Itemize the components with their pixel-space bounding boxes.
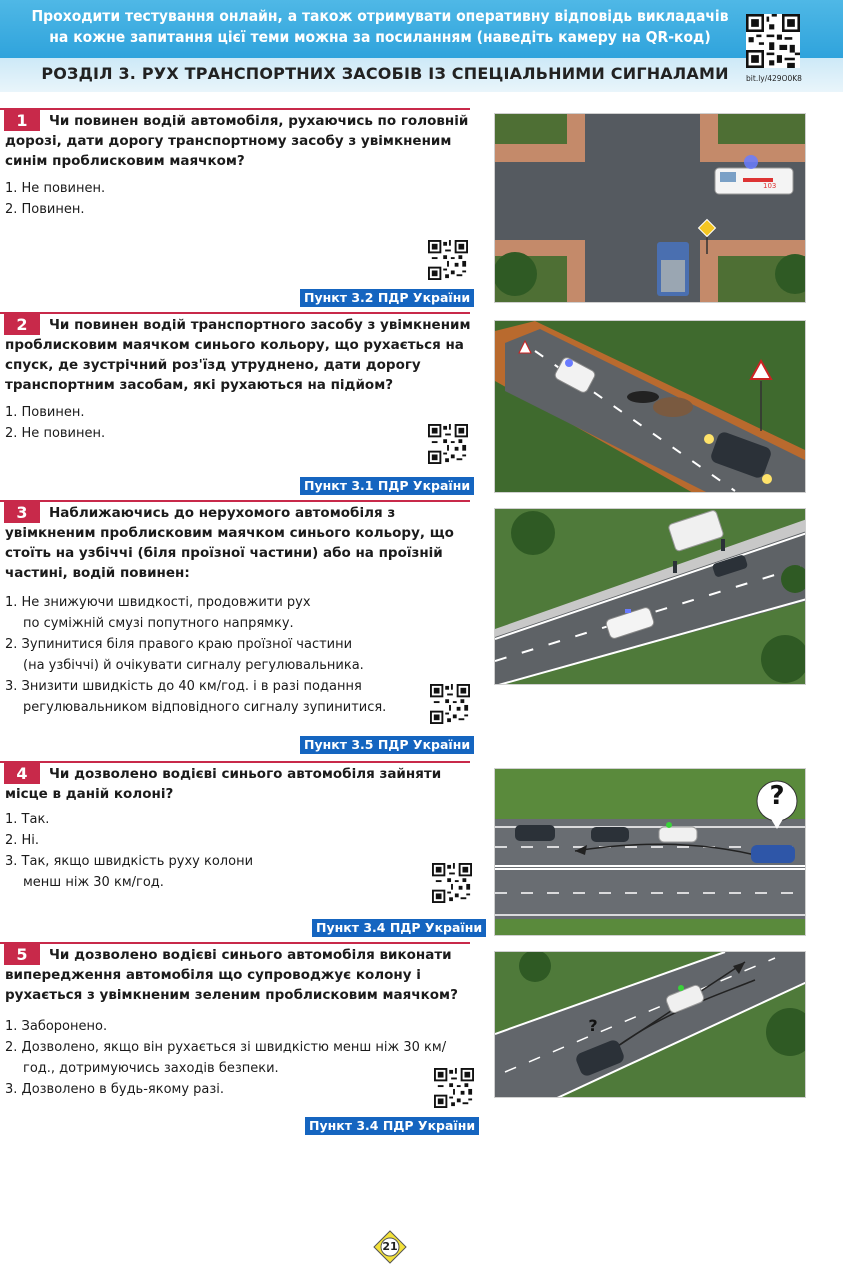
question-text: Чи повинен водій транспортного засобу з увімкненим проблисковим маячком синього кольору, що рухається на спуск, де зустрічний роз'їзд утруднено, дати дорогу транспортним засобам, які рухаються на підйом? — [5, 317, 471, 393]
answer-option[interactable]: 1. Так. — [5, 812, 50, 827]
question-text: Чи повинен водій автомобіля, рухаючись по головній дорозі, дати дорогу транспортному засобу з увімкненим синім проблисковим маячком? — [5, 113, 469, 169]
blue-truck-icon — [657, 242, 689, 296]
section-title: РОЗДІЛ 3. РУХ ТРАНСПОРТНИХ ЗАСОБІВ ІЗ СПЕЦІАЛЬНИМИ СИГНАЛАМИ — [41, 64, 729, 83]
answer-option[interactable]: 1. Не знижуючи швидкості, продовжити рух — [5, 595, 311, 610]
illustration-intersection — [494, 113, 806, 303]
question-mark: ? — [769, 781, 785, 811]
page-number: 21 — [382, 1240, 398, 1253]
illustration-convoy — [494, 768, 806, 936]
question-mark: ? — [588, 1016, 598, 1035]
answer-list — [5, 402, 475, 444]
answer-list — [5, 1016, 475, 1100]
question-text: Наближаючись до нерухомого автомобіля з увімкненим проблисковим маячком синього кольору, що стоїть на узбіччі (біля проїзної частини) або на проїзній частині, водій повинен: — [5, 505, 454, 581]
answer-option[interactable]: 3. Так, якщо швидкість руху колони — [5, 854, 254, 869]
illustration-overtaking — [494, 951, 806, 1098]
convoy-car-icon — [591, 827, 629, 842]
question-rule — [0, 108, 470, 110]
answer-option[interactable]: 1. Не повинен. — [5, 181, 106, 196]
qr-code-icon[interactable] — [746, 14, 800, 68]
qr-code-icon[interactable] — [434, 1068, 474, 1108]
question-rule — [0, 312, 470, 314]
banner-line-2: на кожне запитання цієї теми можна за посиланням (наведіть камеру на QR-код) — [49, 28, 711, 46]
question-text: Чи дозволено водієві синього автомобіля виконати випередження автомобіля що супроводжує колону і рухається з увімкненим зеленим проблисковим маячком? — [5, 947, 458, 1003]
qr-url: bit.ly/429O0K8 — [746, 74, 802, 83]
answer-option-continuation[interactable]: по суміжній смузі попутного напрямку. — [23, 616, 294, 631]
question-rule — [0, 500, 470, 502]
answer-list — [5, 178, 475, 220]
answer-option-continuation[interactable]: год., дотримуючись заходів безпеки. — [23, 1061, 279, 1076]
answer-list — [5, 809, 475, 893]
reference-link[interactable]: Пункт 3.4 ПДР України — [312, 919, 486, 937]
qr-code-icon[interactable] — [432, 863, 472, 903]
answer-option[interactable]: 2. Не повинен. — [5, 426, 106, 441]
reference-link[interactable]: Пункт 3.4 ПДР України — [305, 1117, 479, 1135]
question-number: 1 — [4, 110, 40, 131]
answer-option[interactable]: 3. Знизити швидкість до 40 км/год. і в разі подання — [5, 679, 362, 694]
question-number: 4 — [4, 763, 40, 784]
answer-option[interactable]: 2. Ні. — [5, 833, 40, 848]
answer-option-continuation[interactable]: менш ніж 30 км/год. — [23, 875, 164, 890]
answer-option[interactable]: 1. Заборонено. — [5, 1019, 108, 1034]
answer-option[interactable]: 2. Повинен. — [5, 202, 85, 217]
answer-option[interactable]: 1. Повинен. — [5, 405, 85, 420]
answer-option-continuation[interactable]: (на узбіччі) й очікувати сигналу регулювальника. — [23, 658, 364, 673]
illustration-downhill-road — [494, 320, 806, 493]
question-text: Чи дозволено водієві синього автомобіля зайняти місце в даній колоні? — [5, 766, 442, 802]
question-number: 3 — [4, 502, 40, 523]
answer-option[interactable]: 2. Зупинитися біля правого краю проїзної частини — [5, 637, 353, 652]
ambulance-label: 103 — [763, 182, 777, 190]
question-number: 2 — [4, 314, 40, 335]
convoy-car-icon — [515, 825, 555, 841]
reference-link[interactable]: Пункт 3.2 ПДР України — [300, 289, 474, 307]
qr-code-icon[interactable] — [428, 424, 468, 464]
banner-text — [20, 6, 740, 48]
question-rule — [0, 942, 470, 944]
banner-line-1: Проходити тестування онлайн, а також отримувати оперативну відповідь викладачів — [31, 7, 729, 25]
answer-option-continuation[interactable]: регулювальником відповідного сигналу зупинитися. — [23, 700, 387, 715]
answer-option[interactable]: 2. Дозволено, якщо він рухається зі швидкістю менш ніж 30 км/ — [5, 1040, 447, 1055]
illustration-roadside-police — [494, 508, 806, 685]
reference-link[interactable]: Пункт 3.5 ПДР України — [300, 736, 474, 754]
question-rule — [0, 761, 470, 763]
reference-link[interactable]: Пункт 3.1 ПДР України — [300, 477, 474, 495]
qr-code-icon[interactable] — [428, 240, 468, 280]
answer-list — [5, 592, 475, 718]
qr-code-icon[interactable] — [430, 684, 470, 724]
answer-option[interactable]: 3. Дозволено в будь-якому разі. — [5, 1082, 225, 1097]
blue-car-icon — [751, 845, 795, 863]
question-number: 5 — [4, 944, 40, 965]
